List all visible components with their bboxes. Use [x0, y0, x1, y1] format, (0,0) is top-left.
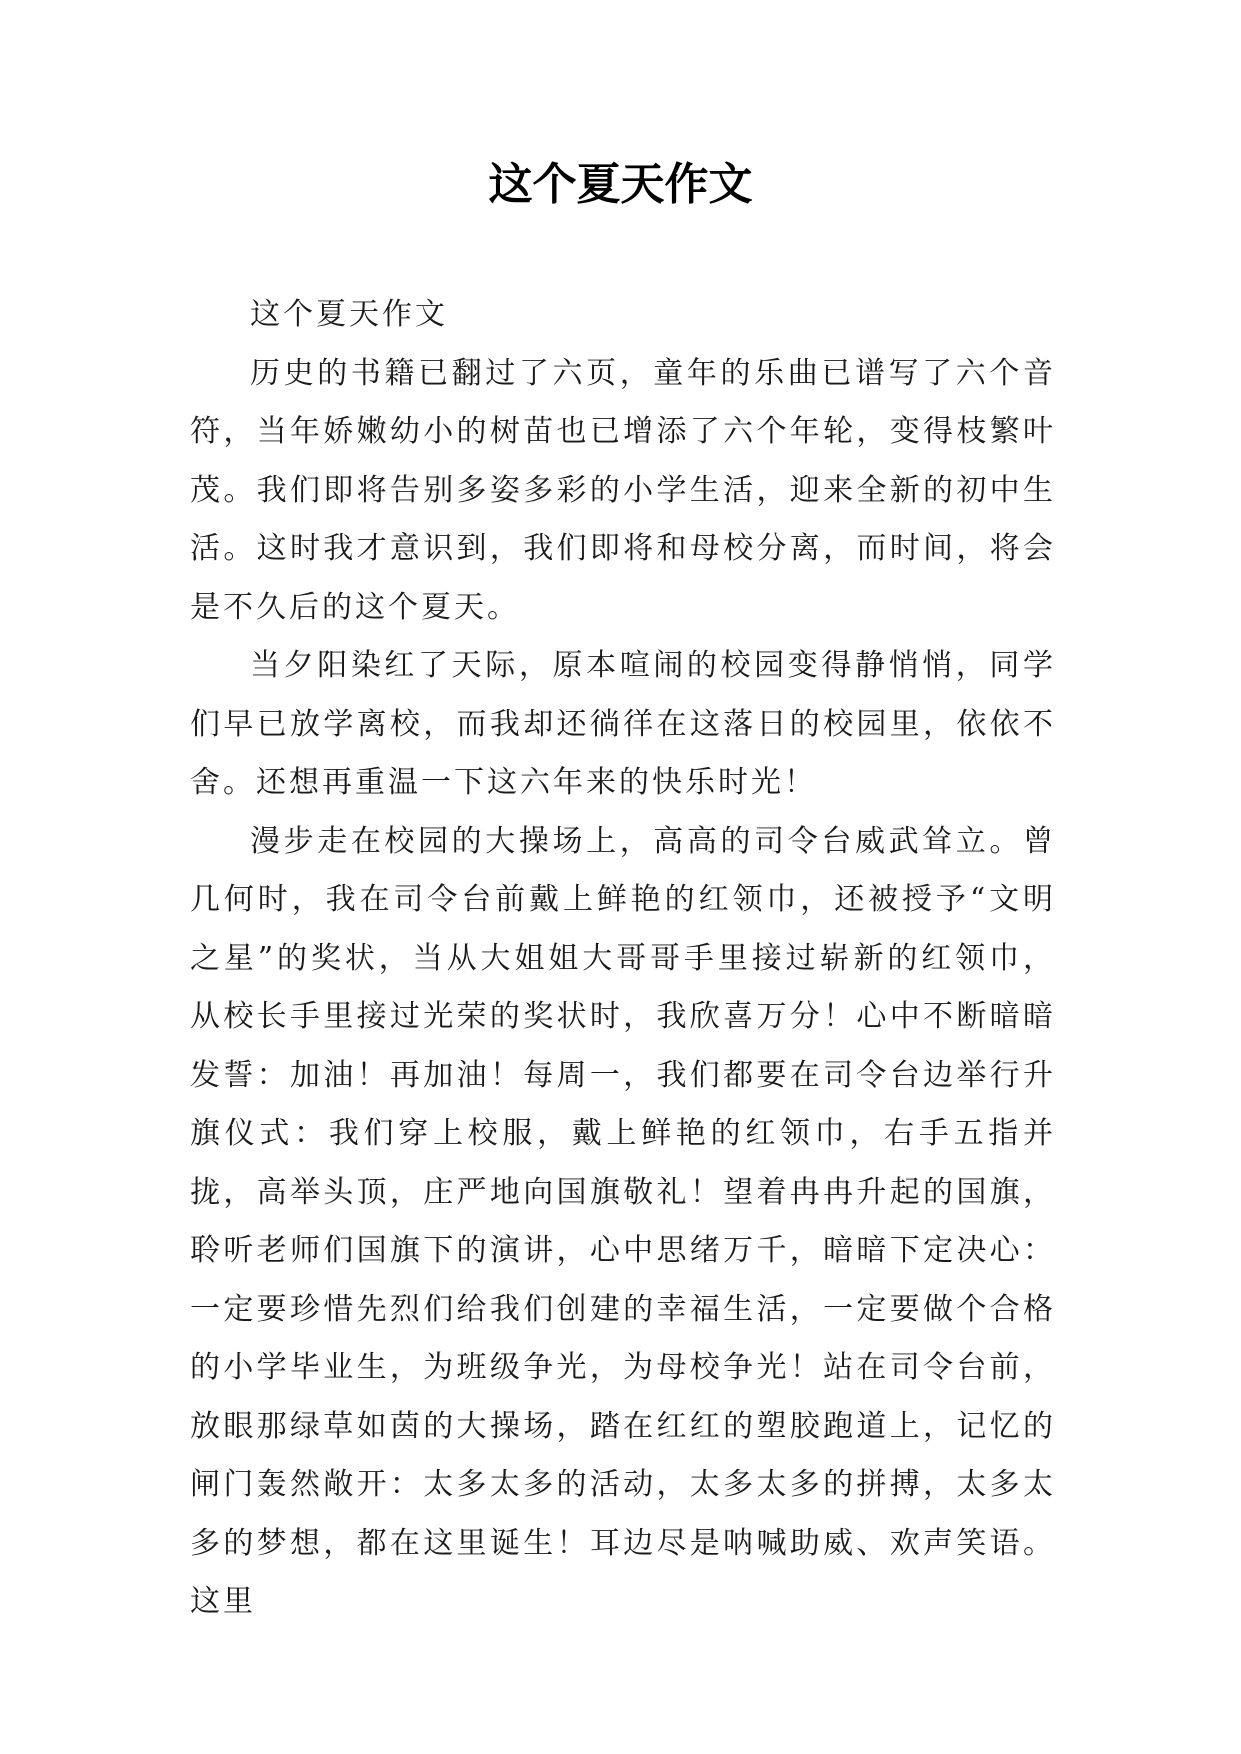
body-paragraph: 历史的书籍已翻过了六页，童年的乐曲已谱写了六个音符，当年娇嫩幼小的树苗也已增添了六个年轮，变得枝繁叶茂。我们即将告别多姿多彩的小学生活，迎来全新的初中生活。这时我才意识到，我们即将和母校分离，而时间，将会是不久后的这个夏天。: [190, 355, 1056, 625]
body-paragraph: 当夕阳染红了天际，原本喧闹的校园变得静悄悄，同学们早已放学离校，而我却还徜徉在这落日的校园里，依依不舍。还想再重温一下这六年来的快乐时光！: [190, 648, 1056, 800]
body-paragraph: 漫步走在校园的大操场上，高高的司令台威武耸立。曾几何时，我在司令台前戴上鲜艳的红领巾，还被授予“文明之星”的奖状，当从大姐姐大哥哥手里接过崭新的红领巾，从校长手里接过光荣的奖状时，我欣喜万分！心中不断暗暗发誓：加油！再加油！每周一，我们都要在司令台边举行升旗仪式：我们穿上校服，戴上鲜艳的红领巾，右手五指并拢，高举头顶，庄严地向国旗敬礼！望着冉冉升起的国旗，聆听老师们国旗下的演讲，心中思绪万千，暗暗下定决心：一定要珍惜先烈们给我们创建的幸福生活，一定要做个合格的小学毕业生，为班级争光，为母校争光！站在司令台前，放眼那绿草如茵的大操场，踏在红红的塑胶跑道上，记忆的闸门轰然敞开：太多太多的活动，太多太多的拼搏，太多太多的梦想，都在这里诞生！耳边尽是呐喊助威、欢声笑语。这里: [190, 823, 1056, 1619]
body-paragraph-heading: 这个夏天作文: [250, 297, 448, 332]
document-title: 这个夏天作文: [488, 159, 753, 210]
document-body: [190, 286, 1056, 1632]
